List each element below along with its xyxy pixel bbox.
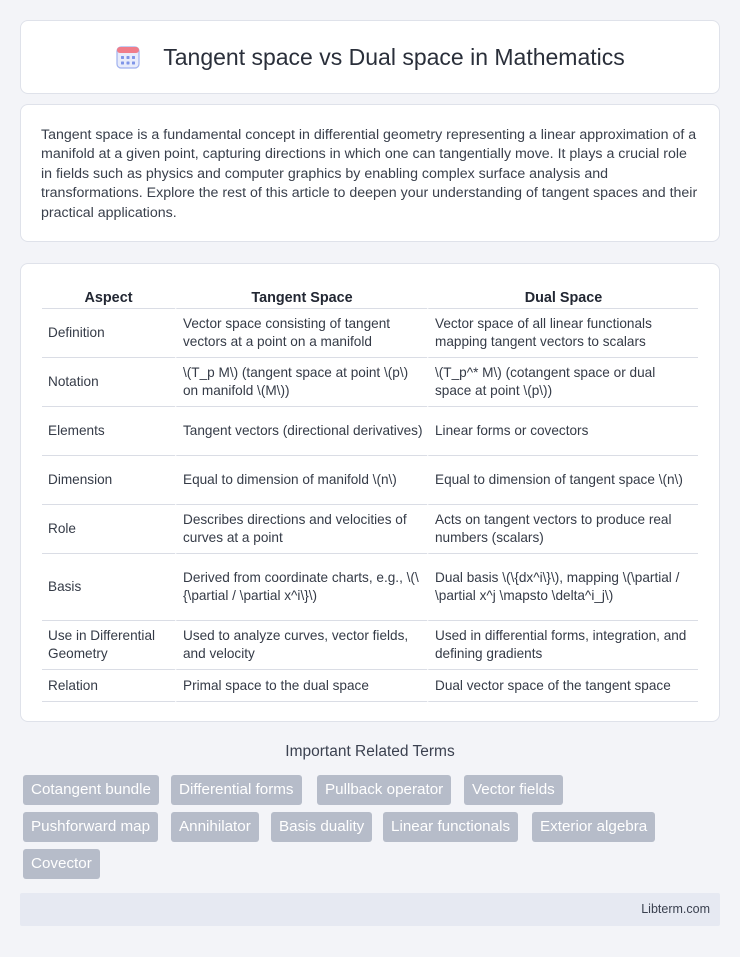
cell-dual: Dual basis \(\{dx^i\}\), mapping \(\partial / \partial x^j \mapsto \delta^i_j\) — [427, 554, 698, 621]
tag-pullback-operator[interactable]: Pullback operator — [317, 775, 451, 805]
cell-dual: Dual vector space of the tangent space — [427, 670, 698, 702]
header-dual-space: Dual Space — [427, 284, 698, 309]
cell-aspect: Elements — [42, 407, 175, 456]
cell-aspect: Role — [42, 505, 175, 554]
tag-linear-functionals[interactable]: Linear functionals — [383, 812, 518, 842]
cell-dual: Acts on tangent vectors to produce real numbers (scalars) — [427, 505, 698, 554]
cell-aspect: Definition — [42, 309, 175, 358]
tag-vector-fields[interactable]: Vector fields — [464, 775, 563, 805]
header-card — [20, 20, 720, 94]
cell-tangent: Vector space consisting of tangent vectors at a point on a manifold — [175, 309, 427, 358]
cell-tangent: Describes directions and velocities of curves at a point — [175, 505, 427, 554]
table-row — [42, 407, 698, 456]
table-row — [42, 621, 698, 670]
tag-annihilator[interactable]: Annihilator — [171, 812, 259, 842]
table-header-row — [42, 284, 698, 309]
cell-tangent: Equal to dimension of manifold \(n\) — [175, 456, 427, 505]
footer — [20, 893, 720, 926]
related-terms-title: Important Related Terms — [285, 743, 455, 760]
comparison-card — [20, 263, 720, 722]
cell-dual: Equal to dimension of tangent space \(n\) — [427, 456, 698, 505]
table-row — [42, 358, 698, 407]
cell-aspect: Use in Differential Geometry — [42, 621, 175, 670]
page-title: Tangent space vs Dual space in Mathematics — [163, 43, 625, 70]
cell-aspect: Relation — [42, 670, 175, 702]
calendar-icon — [115, 44, 141, 70]
cell-tangent: Primal space to the dual space — [175, 670, 427, 702]
cell-aspect: Notation — [42, 358, 175, 407]
header-tangent-space: Tangent Space — [175, 284, 427, 309]
table-row — [42, 456, 698, 505]
table-row — [42, 505, 698, 554]
intro-card — [20, 104, 720, 242]
cell-dual: Used in differential forms, integration, and defining gradients — [427, 621, 698, 670]
cell-aspect: Basis — [42, 554, 175, 621]
table-row — [42, 670, 698, 702]
cell-tangent: Derived from coordinate charts, e.g., \(\{\partial / \partial x^i\}\) — [175, 554, 427, 621]
tag-differential-forms[interactable]: Differential forms — [171, 775, 302, 805]
cell-dual: \(T_p^* M\) (cotangent space or dual space at point \(p\)) — [427, 358, 698, 407]
intro-text: Tangent space is a fundamental concept in differential geometry representing a linear approximation of a manifold at a given point, capturing directions in which one can tangentially move. It plays a crucial role in fields such as physics and computer graphics by enabling complex surface analysis and transformations. Explore the rest of this article to deepen your understanding of tangent spaces and their practical applications. — [41, 127, 698, 221]
cell-tangent: Used to analyze curves, vector fields, and velocity — [175, 621, 427, 670]
header-aspect: Aspect — [42, 284, 175, 309]
tag-cotangent-bundle[interactable]: Cotangent bundle — [23, 775, 159, 805]
footer-brand-link[interactable]: Libterm.com — [641, 902, 710, 916]
comparison-table — [42, 284, 698, 702]
cell-tangent: \(T_p M\) (tangent space at point \(p\) on manifold \(M\)) — [175, 358, 427, 407]
cell-aspect: Dimension — [42, 456, 175, 505]
tag-basis-duality[interactable]: Basis duality — [271, 812, 372, 842]
tag-pushforward-map[interactable]: Pushforward map — [23, 812, 158, 842]
cell-dual: Vector space of all linear functionals mapping tangent vectors to scalars — [427, 309, 698, 358]
table-row — [42, 554, 698, 621]
cell-dual: Linear forms or covectors — [427, 407, 698, 456]
tag-covector[interactable]: Covector — [23, 849, 100, 879]
table-row — [42, 309, 698, 358]
cell-tangent: Tangent vectors (directional derivatives) — [175, 407, 427, 456]
tag-exterior-algebra[interactable]: Exterior algebra — [532, 812, 655, 842]
